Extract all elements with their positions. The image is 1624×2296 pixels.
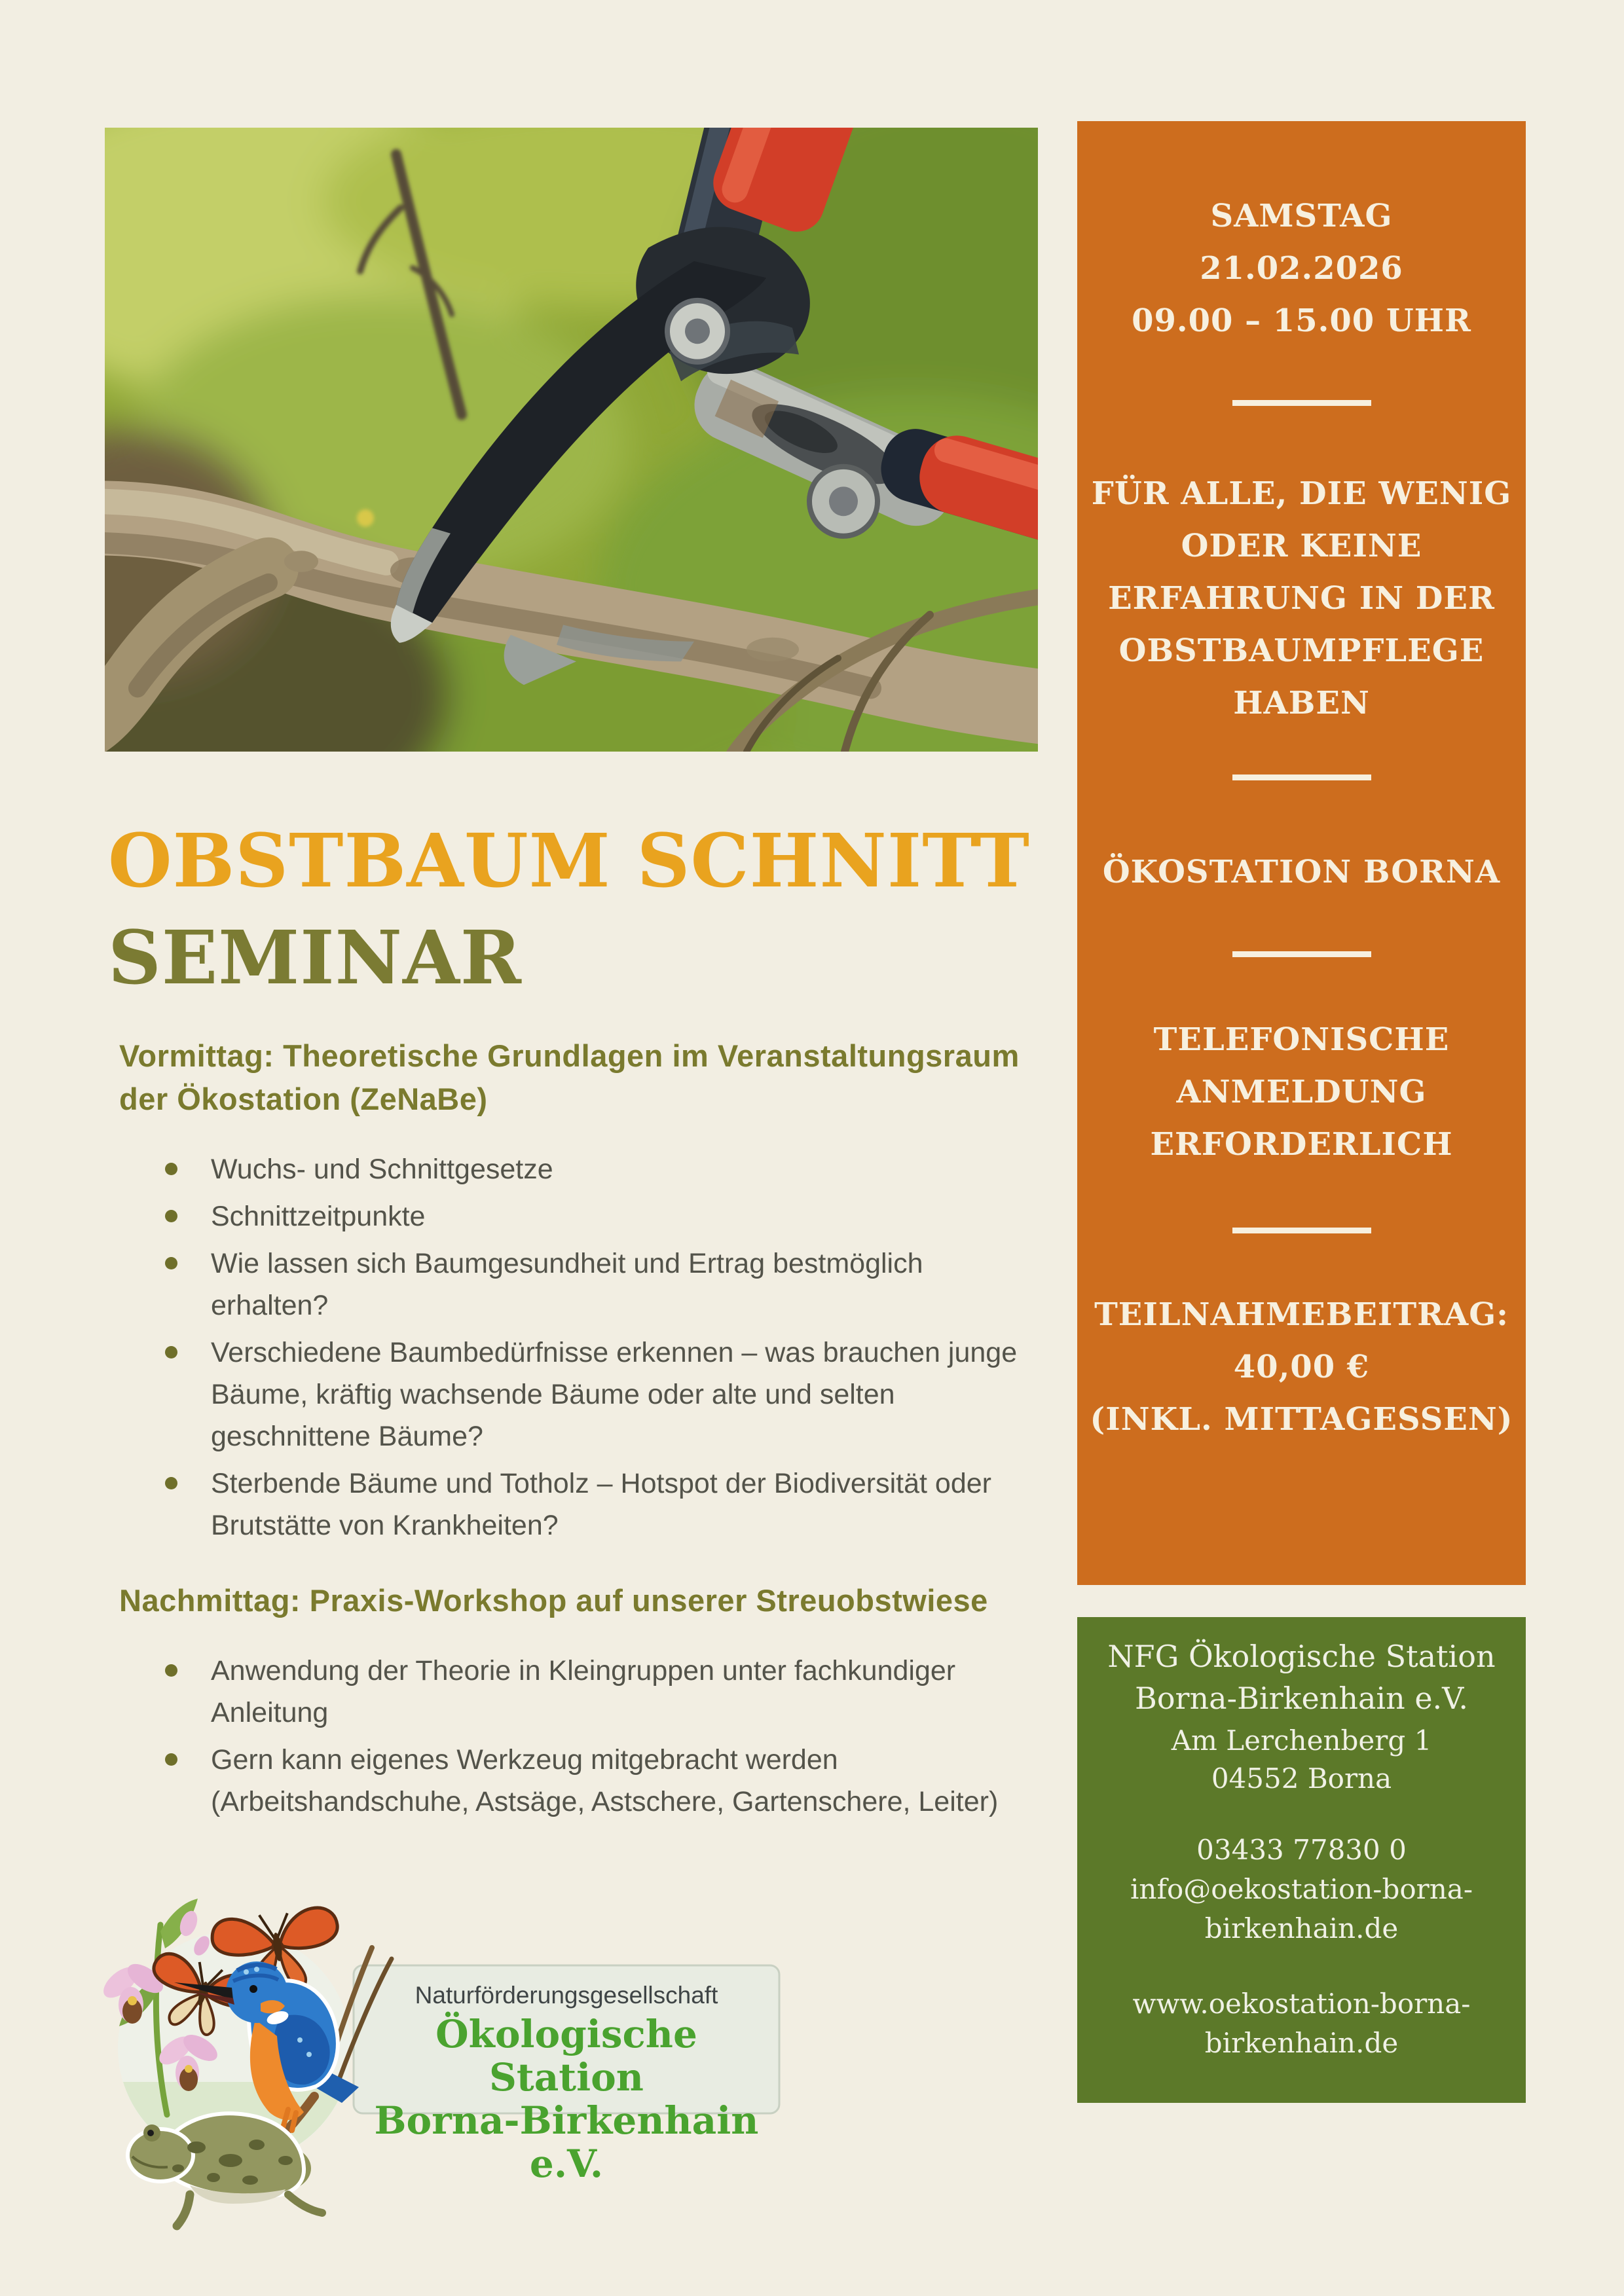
title-line-2: SEMINAR <box>108 915 522 1001</box>
list-item: Wuchs- und Schnittgesetze <box>211 1148 1072 1190</box>
list-item: Wie lassen sich Baumgesundheit und Ertrag bestmöglich erhalten? <box>211 1243 1072 1326</box>
afternoon-heading: Nachmittag: Praxis-Workshop auf unserer Streuobstwiese <box>119 1583 988 1618</box>
list-item: Schnittzeitpunkte <box>211 1195 1072 1237</box>
divider <box>1232 774 1371 780</box>
program-section <box>119 1034 1072 1828</box>
morning-heading: Vormittag: Theoretische Grundlagen im Veranstaltungsraum der Ökostation (ZeNaBe) <box>119 1038 1020 1116</box>
logo-org-small: Naturförderungsgesellschaft <box>415 1982 718 2009</box>
divider <box>1232 951 1371 957</box>
contact-panel <box>1077 1617 1526 2103</box>
list-item: Gern kann eigenes Werkzeug mitgebracht werden (Arbeitshandschuhe, Astsäge, Astschere, Gartenschere, Leiter) <box>211 1739 1072 1823</box>
postal-address: Am Lerchenberg 1 04552 Borna <box>1171 1724 1432 1795</box>
phone-email-block <box>1077 1831 1526 1948</box>
logo-org-name: Ökologische Station Borna-Birkenhain e.V. <box>374 2012 759 2186</box>
event-fee: TEILNAHMEBEITRAG: 40,00 € (INKL. MITTAGESSEN) <box>1090 1296 1513 1438</box>
list-item: Anwendung der Theorie in Kleingruppen unter fachkundiger Anleitung <box>211 1650 1072 1734</box>
organization-name: NFG Ökologische Station Borna-Birkenhain e.V. <box>1107 1639 1496 1716</box>
pruning-photo-illustration <box>105 128 1038 752</box>
afternoon-list <box>119 1650 1072 1823</box>
list-item: Verschiedene Baumbedürfnisse erkennen – was brauchen junge Bäume, kräftig wachsende Bäume oder alte und selten geschnittene Bäume? <box>211 1332 1072 1457</box>
logo-label <box>354 1965 779 2185</box>
event-location: ÖKOSTATION BORNA <box>1102 854 1501 890</box>
title-line-1: OBSTBAUM SCHNITT <box>108 818 1030 904</box>
event-date-time: SAMSTAG 21.02.2026 09.00 – 15.00 UHR <box>1132 198 1471 339</box>
morning-list <box>119 1148 1072 1546</box>
divider <box>1232 400 1371 406</box>
list-item: Sterbende Bäume und Totholz – Hotspot der Biodiversität oder Brutstätte von Krankheiten? <box>211 1463 1072 1546</box>
phone-number: 03433 77830 0 <box>1196 1834 1407 1866</box>
organization-logo <box>92 1886 838 2278</box>
event-info-panel <box>1077 121 1526 1585</box>
divider <box>1232 1228 1371 1233</box>
pruning-photo <box>105 128 1038 752</box>
event-audience: FÜR ALLE, DIE WENIG ODER KEINE ERFAHRUNG IN DER OBSTBAUMPFLEGE HABEN <box>1091 475 1512 721</box>
email-address: info@oekostation-borna- birkenhain.de <box>1130 1873 1473 1944</box>
event-registration: TELEFONISCHE ANMELDUNG ERFORDERLICH <box>1150 1021 1453 1163</box>
website-url: www.oekostation-borna- birkenhain.de <box>1132 1988 1471 2059</box>
page-title <box>108 813 1030 1007</box>
